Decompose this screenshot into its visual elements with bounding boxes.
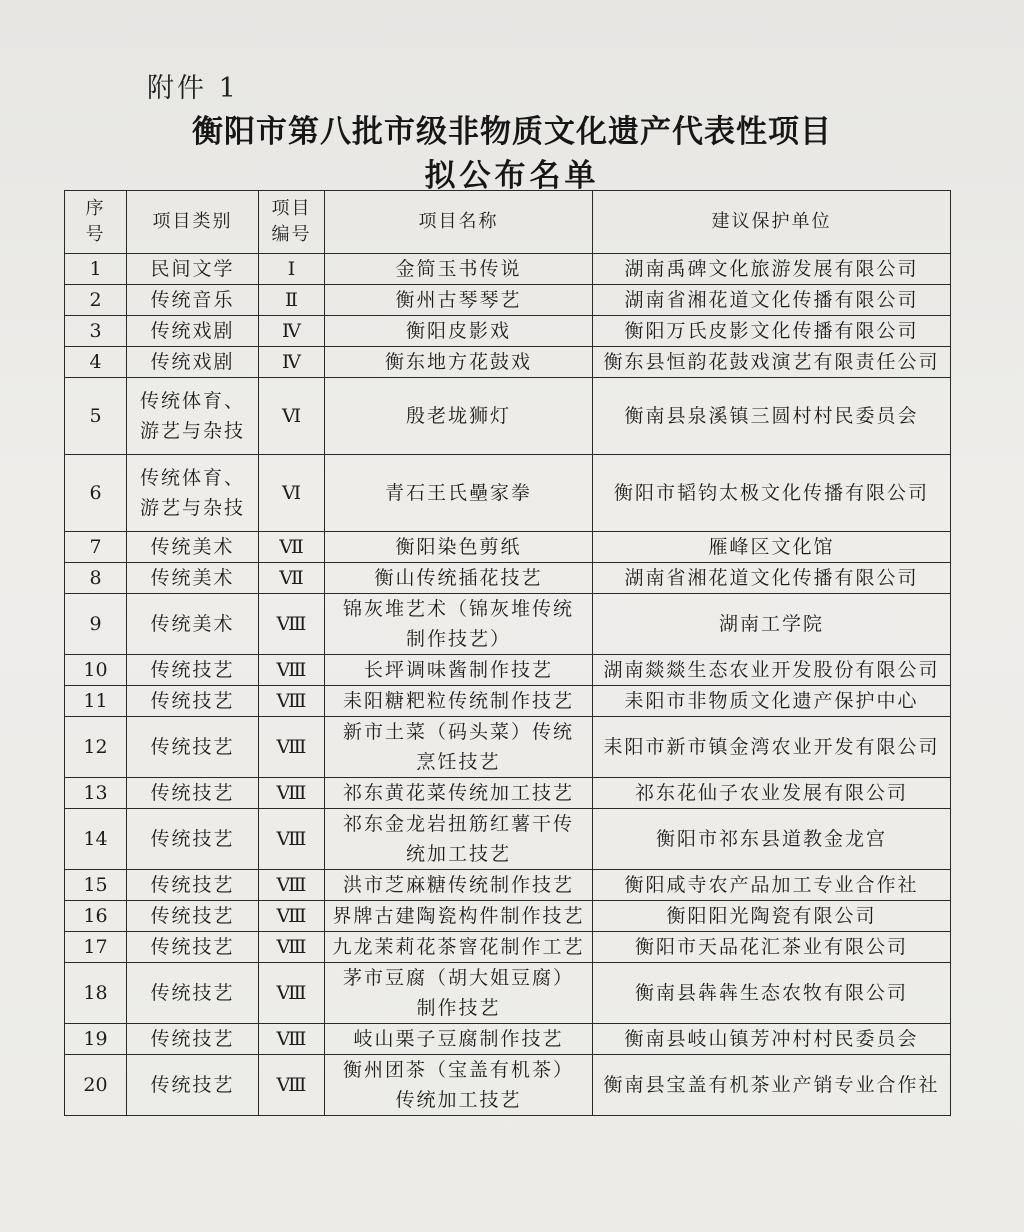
cell-seq: 12: [65, 717, 127, 778]
cell-code: Ⅳ: [259, 316, 325, 347]
cell-category: 传统技艺: [127, 717, 259, 778]
cell-unit: 湖南省湘花道文化传播有限公司: [593, 285, 951, 316]
cell-unit: 雁峰区文化馆: [593, 532, 951, 563]
heritage-list-table: [64, 190, 951, 1116]
cell-name: [325, 594, 593, 655]
cell-category: 传统美术: [127, 594, 259, 655]
cell-name: 长坪调味酱制作技艺: [325, 655, 593, 686]
cell-name-text: 茅市豆腐（胡大姐豆腐）制作技艺: [342, 967, 574, 1019]
table-row: [65, 347, 951, 378]
cell-category: 传统美术: [127, 532, 259, 563]
cell-unit: 祁东花仙子农业发展有限公司: [593, 778, 951, 809]
cell-unit: 衡南县泉溪镇三圆村村民委员会: [593, 378, 951, 455]
cell-category: 传统戏剧: [127, 347, 259, 378]
cell-seq: 13: [65, 778, 127, 809]
cell-name-text: 锦灰堆艺术（锦灰堆传统制作技艺）: [342, 598, 574, 650]
cell-category-text: 传统体育、游艺与杂技: [139, 467, 245, 519]
cell-code: Ⅵ: [259, 378, 325, 455]
document-subtitle: 拟公布名单: [424, 158, 600, 194]
cell-category: 传统技艺: [127, 655, 259, 686]
cell-unit: 衡阳市天品花汇茶业有限公司: [593, 932, 951, 963]
cell-code: Ⅷ: [259, 686, 325, 717]
cell-seq: 19: [65, 1024, 127, 1055]
header-category: 项目类别: [127, 191, 259, 254]
cell-unit: 衡南县宝盖有机茶业产销专业合作社: [593, 1055, 951, 1116]
table-row: [65, 594, 951, 655]
cell-code: Ⅷ: [259, 594, 325, 655]
cell-code: Ⅷ: [259, 1024, 325, 1055]
cell-category: 传统技艺: [127, 809, 259, 870]
cell-seq: 8: [65, 563, 127, 594]
cell-category: 传统技艺: [127, 901, 259, 932]
cell-category: 传统戏剧: [127, 316, 259, 347]
cell-unit: 衡阳市祁东县道教金龙宫: [593, 809, 951, 870]
table-row: [65, 285, 951, 316]
cell-name: [325, 717, 593, 778]
cell-name: 金简玉书传说: [325, 254, 593, 285]
table-row: [65, 378, 951, 455]
table-row: [65, 455, 951, 532]
cell-seq: 17: [65, 932, 127, 963]
cell-seq: 16: [65, 901, 127, 932]
table-row: [65, 686, 951, 717]
cell-name: 衡山传统插花技艺: [325, 563, 593, 594]
table-row: [65, 1024, 951, 1055]
cell-category: 传统技艺: [127, 778, 259, 809]
table-row: [65, 932, 951, 963]
cell-name: 青石王氏壘家拳: [325, 455, 593, 532]
table-row: [65, 563, 951, 594]
cell-category: [127, 378, 259, 455]
header-seq: 序号: [65, 191, 127, 254]
cell-code: Ⅷ: [259, 778, 325, 809]
cell-name-text: 新市土菜（码头菜）传统烹饪技艺: [342, 721, 574, 773]
cell-name: 祁东黄花菜传统加工技艺: [325, 778, 593, 809]
cell-code: Ⅶ: [259, 563, 325, 594]
cell-unit: 衡阳万氏皮影文化传播有限公司: [593, 316, 951, 347]
cell-seq: 14: [65, 809, 127, 870]
cell-seq: 6: [65, 455, 127, 532]
cell-code: Ⅷ: [259, 870, 325, 901]
cell-name: [325, 1055, 593, 1116]
cell-unit: 衡阳市韬钧太极文化传播有限公司: [593, 455, 951, 532]
cell-code: Ⅷ: [259, 963, 325, 1024]
table-row: [65, 963, 951, 1024]
cell-unit: 耒阳市非物质文化遗产保护中心: [593, 686, 951, 717]
attachment-label: 附件 1: [147, 73, 239, 104]
cell-code: Ⅶ: [259, 532, 325, 563]
cell-category: 传统技艺: [127, 686, 259, 717]
cell-name: 耒阳糖粑粒传统制作技艺: [325, 686, 593, 717]
cell-code: Ⅰ: [259, 254, 325, 285]
header-name: 项目名称: [325, 191, 593, 254]
cell-unit: 湖南禹碑文化旅游发展有限公司: [593, 254, 951, 285]
table-row: [65, 778, 951, 809]
cell-unit: 湖南省湘花道文化传播有限公司: [593, 563, 951, 594]
table-row: [65, 809, 951, 870]
cell-name: 殷老垅狮灯: [325, 378, 593, 455]
header-code: 项目编号: [259, 191, 325, 254]
cell-seq: 1: [65, 254, 127, 285]
cell-seq: 15: [65, 870, 127, 901]
cell-name-text: 衡州团茶（宝盖有机茶）传统加工技艺: [342, 1059, 574, 1111]
cell-unit: 衡南县岐山镇芳冲村村民委员会: [593, 1024, 951, 1055]
cell-category-text: 传统体育、游艺与杂技: [139, 390, 245, 442]
cell-category: [127, 455, 259, 532]
cell-code: Ⅱ: [259, 285, 325, 316]
cell-name: 衡东地方花鼓戏: [325, 347, 593, 378]
cell-seq: 2: [65, 285, 127, 316]
cell-unit: 衡阳阳光陶瓷有限公司: [593, 901, 951, 932]
table-row: [65, 532, 951, 563]
table-row: [65, 655, 951, 686]
cell-code: Ⅷ: [259, 655, 325, 686]
cell-code: Ⅵ: [259, 455, 325, 532]
cell-category: 传统美术: [127, 563, 259, 594]
table-header-row: [65, 191, 951, 254]
table-body: [65, 254, 951, 1116]
cell-unit: 湖南燚燚生态农业开发股份有限公司: [593, 655, 951, 686]
cell-seq: 5: [65, 378, 127, 455]
cell-name: [325, 963, 593, 1024]
cell-seq: 11: [65, 686, 127, 717]
table-row: [65, 254, 951, 285]
header-unit: 建议保护单位: [593, 191, 951, 254]
cell-seq: 9: [65, 594, 127, 655]
cell-seq: 10: [65, 655, 127, 686]
cell-seq: 4: [65, 347, 127, 378]
cell-name: 衡阳染色剪纸: [325, 532, 593, 563]
cell-category: 传统技艺: [127, 932, 259, 963]
cell-unit: 衡南县犇犇生态农牧有限公司: [593, 963, 951, 1024]
cell-unit: 耒阳市新市镇金湾农业开发有限公司: [593, 717, 951, 778]
cell-name-text: 祁东金龙岩扭筋红薯干传统加工技艺: [342, 813, 574, 865]
cell-category: 传统技艺: [127, 1055, 259, 1116]
cell-code: Ⅳ: [259, 347, 325, 378]
cell-name: 界牌古建陶瓷构件制作技艺: [325, 901, 593, 932]
cell-category: 传统技艺: [127, 870, 259, 901]
cell-code: Ⅷ: [259, 932, 325, 963]
cell-name: 衡阳皮影戏: [325, 316, 593, 347]
cell-code: Ⅷ: [259, 809, 325, 870]
document-title: 衡阳市第八批市级非物质文化遗产代表性项目: [192, 114, 832, 150]
cell-category: 传统音乐: [127, 285, 259, 316]
cell-name: [325, 809, 593, 870]
cell-seq: 18: [65, 963, 127, 1024]
cell-category: 民间文学: [127, 254, 259, 285]
cell-name: 洪市芝麻糖传统制作技艺: [325, 870, 593, 901]
table-row: [65, 1055, 951, 1116]
cell-name: 九龙茉莉花茶窨花制作工艺: [325, 932, 593, 963]
cell-category: 传统技艺: [127, 1024, 259, 1055]
cell-code: Ⅷ: [259, 1055, 325, 1116]
table-row: [65, 316, 951, 347]
cell-name: 衡州古琴琴艺: [325, 285, 593, 316]
cell-unit: 湖南工学院: [593, 594, 951, 655]
cell-name: 岐山栗子豆腐制作技艺: [325, 1024, 593, 1055]
cell-seq: 3: [65, 316, 127, 347]
cell-code: Ⅷ: [259, 717, 325, 778]
cell-code: Ⅷ: [259, 901, 325, 932]
cell-seq: 7: [65, 532, 127, 563]
cell-seq: 20: [65, 1055, 127, 1116]
cell-unit: 衡阳咸寺农产品加工专业合作社: [593, 870, 951, 901]
cell-unit: 衡东县恒韵花鼓戏演艺有限责任公司: [593, 347, 951, 378]
cell-category: 传统技艺: [127, 963, 259, 1024]
table-row: [65, 717, 951, 778]
table-row: [65, 901, 951, 932]
table-row: [65, 870, 951, 901]
